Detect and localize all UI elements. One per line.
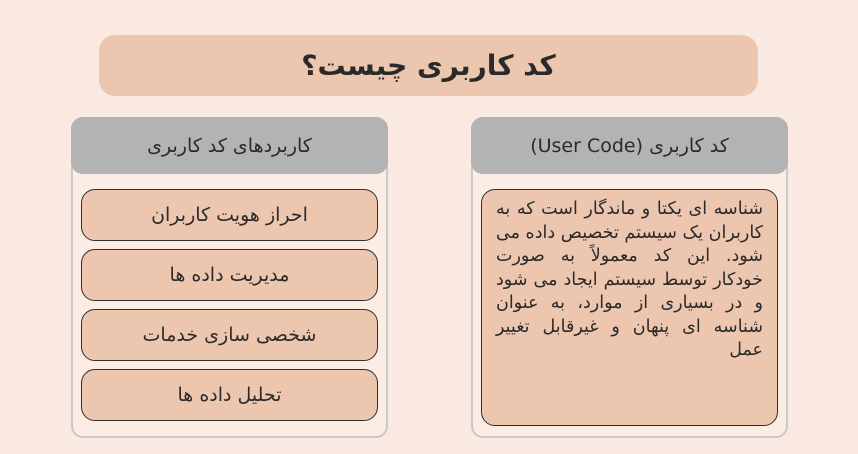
use-item-data-analysis: [81, 369, 378, 421]
definition-panel: [471, 117, 788, 438]
use-item-data-management: [81, 249, 378, 301]
uses-panel: [71, 117, 388, 438]
definition-panel-header: [471, 117, 788, 174]
definition-text: شناسه ای یکتا و ماندگار است که به کاربران یک سیستم تخصیص داده می شود. این کد معمولاً به صورت خودکار توسط سیستم ایجاد می شود و در بسیاری از موارد، به عنوان شناسه ای پنهان و غیرقابل تغییر عمل: [496, 199, 763, 360]
use-item-authentication: [81, 189, 378, 241]
use-item-label: تحلیل داده ها: [177, 384, 282, 406]
page-title: کد کاربری چیست؟: [301, 49, 556, 82]
title-banner: [99, 35, 758, 96]
use-item-label: احراز هویت کاربران: [151, 204, 308, 226]
uses-panel-header: [71, 117, 388, 174]
definition-box: [481, 189, 778, 426]
use-item-label: مدیریت داده ها: [169, 264, 290, 286]
definition-panel-title: کد کاربری (User Code): [530, 134, 729, 157]
uses-panel-title: کاربردهای کد کاربری: [147, 134, 312, 157]
use-item-personalization: [81, 309, 378, 361]
use-item-label: شخصی سازی خدمات: [142, 324, 317, 346]
